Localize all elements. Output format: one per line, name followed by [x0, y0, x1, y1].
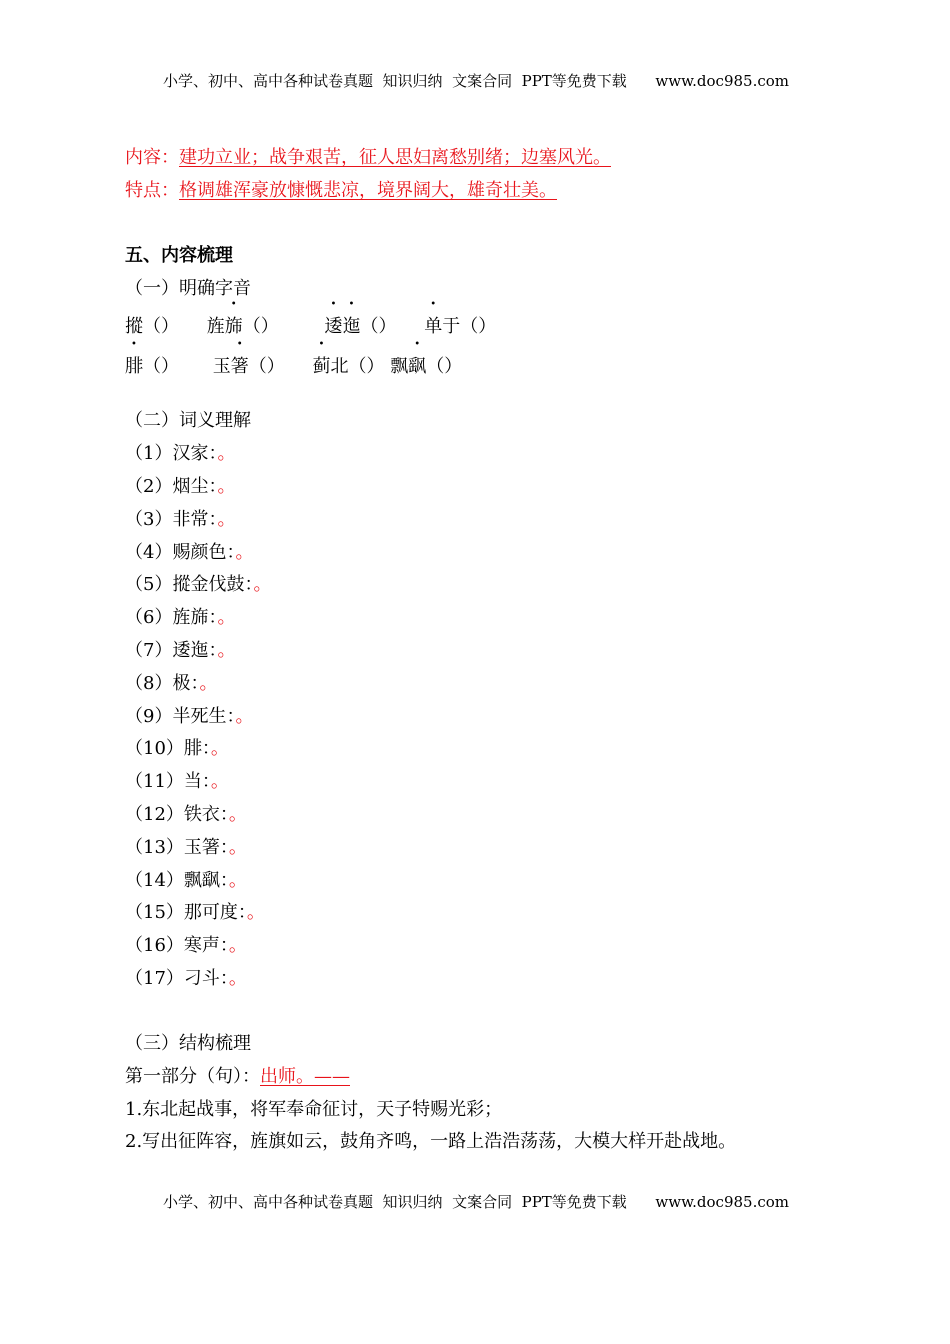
sub1-title: （一）明确字音: [125, 278, 251, 299]
vocab-item: [125, 702, 253, 728]
vocab-answer: 。: [235, 706, 254, 727]
vocab-label: （17）刁斗：: [125, 968, 229, 989]
sub2-title: （二）词义理解: [125, 410, 251, 431]
feature-line: [125, 176, 557, 202]
vocab-answer: 。: [217, 640, 236, 661]
pron2-word-4c: （）: [426, 356, 463, 377]
vocab-answer: 。: [217, 476, 236, 497]
vocab-label: （6）旌旆：: [125, 607, 218, 628]
vocab-answer: 。: [199, 673, 218, 694]
vocab-answer: 。: [246, 902, 265, 923]
vocab-answer: 。: [235, 542, 254, 563]
pron2-word-4a: 飘: [390, 356, 409, 377]
pron2-word-4b: 飖: [408, 356, 427, 377]
feature-text: 格调雄浑豪放慷慨悲凉，境界阔大，雄奇壮美。: [179, 180, 557, 201]
vocab-answer: 。: [228, 968, 247, 989]
vocab-answer: 。: [210, 738, 229, 759]
vocab-label: （15）那可度：: [125, 902, 247, 923]
vocab-label: （13）玉箸：: [125, 837, 229, 858]
pron-word-4b: 于（）: [442, 316, 497, 337]
pron2-word-2b: 箸: [230, 356, 249, 377]
vocab-label: （4）赐颜色：: [125, 542, 236, 563]
pron2-word-2c: （）: [248, 356, 285, 377]
pron-word-2c: （）: [242, 316, 279, 337]
vocab-answer: 。: [217, 607, 236, 628]
vocab-item: [125, 439, 235, 465]
vocab-answer: 。: [253, 574, 272, 595]
vocab-answer: 。: [228, 804, 247, 825]
part1-item-1: 1.东北起战事，将军奉命征讨，天子特赐光彩；: [125, 1099, 503, 1120]
vocab-item: [125, 800, 247, 826]
vocab-label: （7）逶迤：: [125, 640, 218, 661]
vocab-answer: 。: [228, 870, 247, 891]
vocab-label: （3）非常：: [125, 509, 218, 530]
page-footer: 小学、初中、高中各种试卷真题 知识归纳 文案合同 PPT等免费下载 www.doc985.com: [163, 1193, 790, 1211]
part1-answer: 出师。——: [260, 1066, 350, 1087]
vocab-item: [125, 570, 271, 596]
vocab-label: （2）烟尘：: [125, 476, 218, 497]
vocab-item: [125, 866, 247, 892]
vocab-item: [125, 636, 235, 662]
vocab-item: [125, 603, 235, 629]
pron-word-4a: 单: [424, 316, 443, 337]
vocab-label: （10）腓：: [125, 738, 211, 759]
vocab-item: [125, 898, 265, 924]
content-text: 建功立业；战争艰苦，征人思妇离愁别绪；边塞风光。: [179, 147, 611, 168]
section5-title: 五、内容梳理: [125, 245, 233, 266]
vocab-label: （9）半死生：: [125, 706, 236, 727]
vocab-label: （16）寒声：: [125, 935, 229, 956]
pron-word-3b: 迤: [342, 316, 361, 337]
vocab-label: （14）飘飖：: [125, 870, 229, 891]
part1-item-2: 2.写出征阵容，旌旗如云，鼓角齐鸣，一路上浩浩荡荡，大模大样开赴战地。: [125, 1131, 737, 1152]
sub3-title: （三）结构梳理: [125, 1033, 251, 1054]
vocab-item: [125, 767, 229, 793]
vocab-label: （8）极：: [125, 673, 200, 694]
pron2-word-1a: 腓: [125, 356, 143, 377]
pron-word-3a: 逶: [324, 316, 343, 337]
pron-word-1: 摐（）: [125, 316, 179, 337]
page-header: 小学、初中、高中各种试卷真题 知识归纳 文案合同 PPT等免费下载 www.doc985.com: [163, 72, 790, 90]
vocab-label: （12）铁衣：: [125, 804, 229, 825]
vocab-label: （5）摐金伐鼓：: [125, 574, 254, 595]
vocab-answer: 。: [210, 771, 229, 792]
vocab-item: [125, 472, 235, 498]
vocab-answer: 。: [217, 509, 236, 530]
part1-line: [125, 1062, 350, 1088]
vocab-answer: 。: [228, 935, 247, 956]
vocab-item: [125, 538, 253, 564]
pron2-word-2a: 玉: [212, 356, 231, 377]
vocab-answer: 。: [228, 837, 247, 858]
vocab-item: [125, 964, 247, 990]
vocab-item: [125, 734, 229, 760]
pron2-word-3b: 北（）: [330, 356, 385, 377]
pron-word-2b: 旆: [224, 316, 243, 337]
feature-label: 特点：: [125, 180, 179, 201]
pron2-word-3a: 蓟: [312, 356, 331, 377]
vocab-item: [125, 931, 247, 957]
vocab-item: [125, 833, 247, 859]
vocab-answer: 。: [217, 443, 236, 464]
pronunciation-row-2: [125, 352, 462, 378]
content-label: 内容：: [125, 147, 179, 168]
pron2-word-1b: （）: [143, 356, 179, 377]
content-line: [125, 143, 611, 169]
vocab-item: [125, 669, 217, 695]
vocab-item: [125, 505, 235, 531]
pronunciation-row-1: [125, 312, 496, 338]
pron-word-2a: 旌: [206, 316, 225, 337]
vocab-label: （11）当：: [125, 771, 211, 792]
part1-label: 第一部分（句）：: [125, 1066, 260, 1087]
pron-word-3c: （）: [360, 316, 397, 337]
vocab-label: （1）汉家：: [125, 443, 218, 464]
